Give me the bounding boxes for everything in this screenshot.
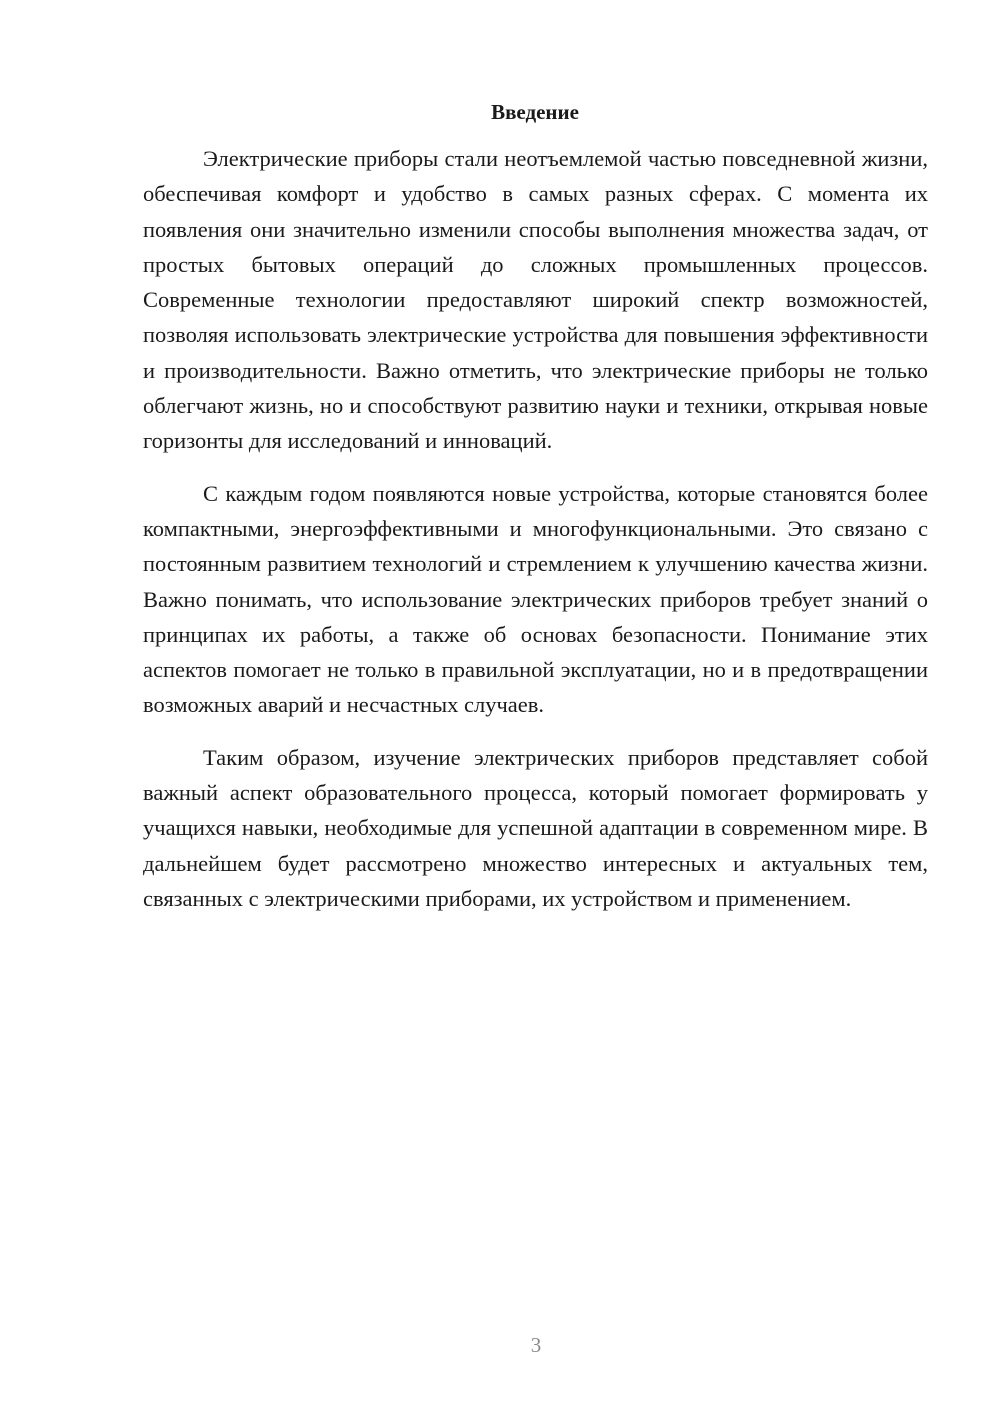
page-number: 3 (530, 1333, 542, 1357)
paragraph-1: Электрические приборы стали неотъемлемой частью повседневной жизни, обеспечивая комфорт и удобство в самых разных сферах. С момента их появления они значительно изменили способы выполнения множества задач, от простых бытовых операций до сложных промышленных процессов. Современные технологии предоставляют широкий спектр возможностей, позволяя использовать электрические устройства для повышения эффективности и производительности. Важно отметить, что электрические приборы не только облегчают жизнь, но и способствуют развитию науки и техники, открывая новые горизонты для исследований и инноваций. (143, 146, 928, 454)
paragraph-2: С каждым годом появляются новые устройства, которые становятся более компактными, энергоэффективными и многофункциональными. Это связано с постоянным развитием технологий и стремлением к улучшению качества жизни. Важно понимать, что использование электрических приборов требует знаний о принципах их работы, а также об основах безопасности. Понимание этих аспектов помогает не только в правильной эксплуатации, но и в предотвращении возможных аварий и несчастных случаев. (143, 480, 928, 718)
body-text (143, 141, 928, 933)
section-heading: Введение (491, 100, 579, 124)
paragraph-3: Таким образом, изучение электрических приборов представляет собой важный аспект образовательного процесса, который помогает формировать у учащихся навыки, необходимые для успешной адаптации в современном мире. В дальнейшем будет рассмотрено множество интересных и актуальных тем, связанных с электрическими приборами, их устройством и применением. (143, 744, 928, 911)
